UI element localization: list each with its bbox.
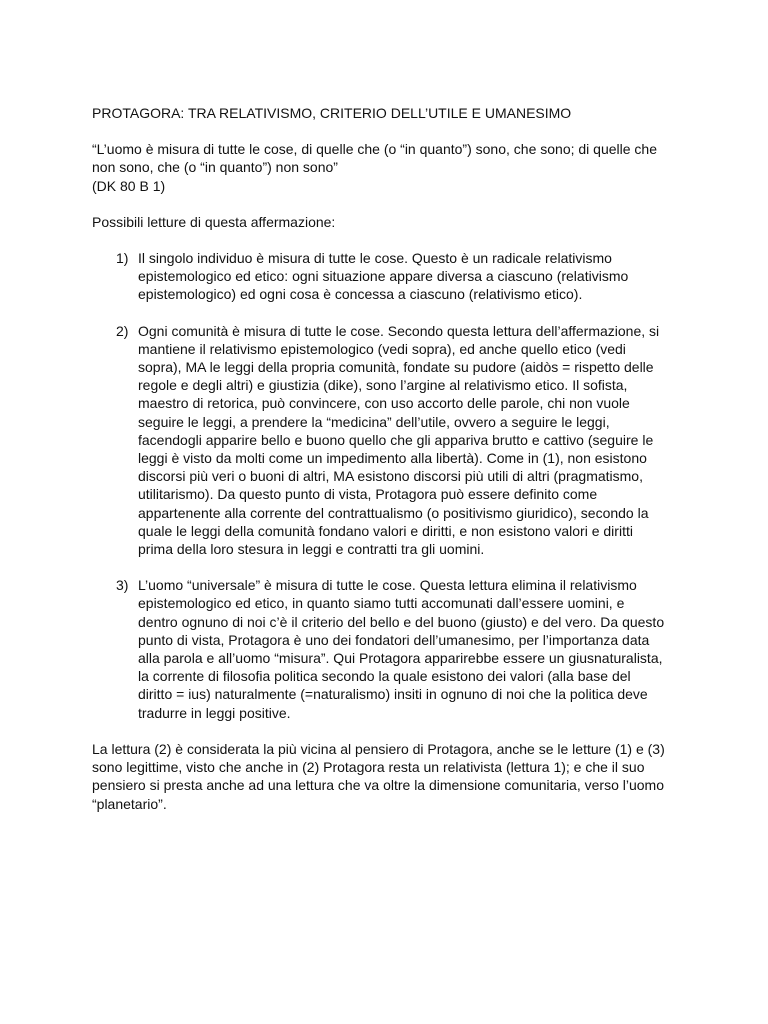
reading-number: 3) [116, 577, 129, 594]
quote-reference: (DK 80 B 1) [92, 177, 166, 194]
readings-list [92, 249, 682, 722]
intro-paragraph: Possibili letture di questa affermazione: [92, 213, 336, 230]
document-content [92, 104, 682, 813]
reading-number: 2) [116, 322, 129, 339]
reading-text: Il singolo individuo è misura di tutte le cose. Questo è un radicale relativismo epistemologico ed etico: ogni situazione appare diversa a ciascuno (relativismo epistemologico) ed ogni cosa è concessa a ciascuno (relativismo etico). [138, 250, 629, 303]
reading-text: L’uomo “universale” è misura di tutte le cose. Questa lettura elimina il relativismo epistemologico ed etico, in quanto siamo tutti accomunati dall’essere uomini, e dentro ognuno di noi c’è il criterio del bello e del buono (giusto) e del vero. Da questo punto di vista, Protagora è uno dei fondatori dell’umanesimo, per l’importanza data alla parola e all’uomo “misura”. Qui Protagora apparirebbe essere un giusnaturalista, la corrente di filosofia politica secondo la quale esistono dei valori (alla base del diritto = ius) naturalmente (=naturalismo) insiti in ognuno di noi che la politica deve tradurre in leggi positive. [138, 577, 665, 721]
reading-item [92, 576, 682, 722]
document-title: PROTAGORA: TRA RELATIVISMO, CRITERIO DELL’UTILE E UMANESIMO [92, 105, 572, 121]
quote-block [92, 140, 682, 195]
reading-number: 1) [116, 250, 129, 267]
reading-item [92, 249, 682, 304]
conclusion-paragraph: La lettura (2) è considerata la più vicina al pensiero di Protagora, anche se le letture (1) e (3) sono legittime, visto che anche in (2) Protagora resta un relativista (lettura 1); e che il suo pensiero si presta anche ad una lettura che va oltre la dimensione comunitaria, verso l’uomo “planetario”. [92, 740, 665, 812]
reading-item [92, 322, 682, 559]
protagoras-quote: “L’uomo è misura di tutte le cose, di quelle che (o “in quanto”) sono, che sono; di quelle che non sono, che (o “in quanto”) non sono” [92, 141, 657, 176]
reading-text: Ogni comunità è misura di tutte le cose. Secondo questa lettura dell’affermazione, si mantiene il relativismo epistemologico (vedi sopra), ed anche quello etico (vedi sopra), MA le leggi della propria comunità, fondate su pudore (aidòs = rispetto delle regole e degli altri) e giustizia (dike), sono l’argine al relativismo etico. Il sofista, maestro di retorica, può convincere, con uso accorto delle parole, chi non vuole seguire le leggi, a prendere la “medicina” dell’utile, ovvero a seguire le leggi, facendogli apparire bello e buono quello che gli appariva brutto e cattivo (seguire le leggi è visto da molti come un impedimento alla libertà). Come in (1), non esistono discorsi più veri o buoni di altri, MA esistono discorsi più utili di altri (pragmatismo, utilitarismo). Da questo punto di vista, Protagora può essere definito come appartenente alla corrente del contrattualismo (o positivismo giuridico), secondo la quale le leggi della comunità fondano valori e diritti, e non esistono valori e diritti prima della loro stesura in leggi e contratti tra gli uomini. [138, 322, 660, 558]
